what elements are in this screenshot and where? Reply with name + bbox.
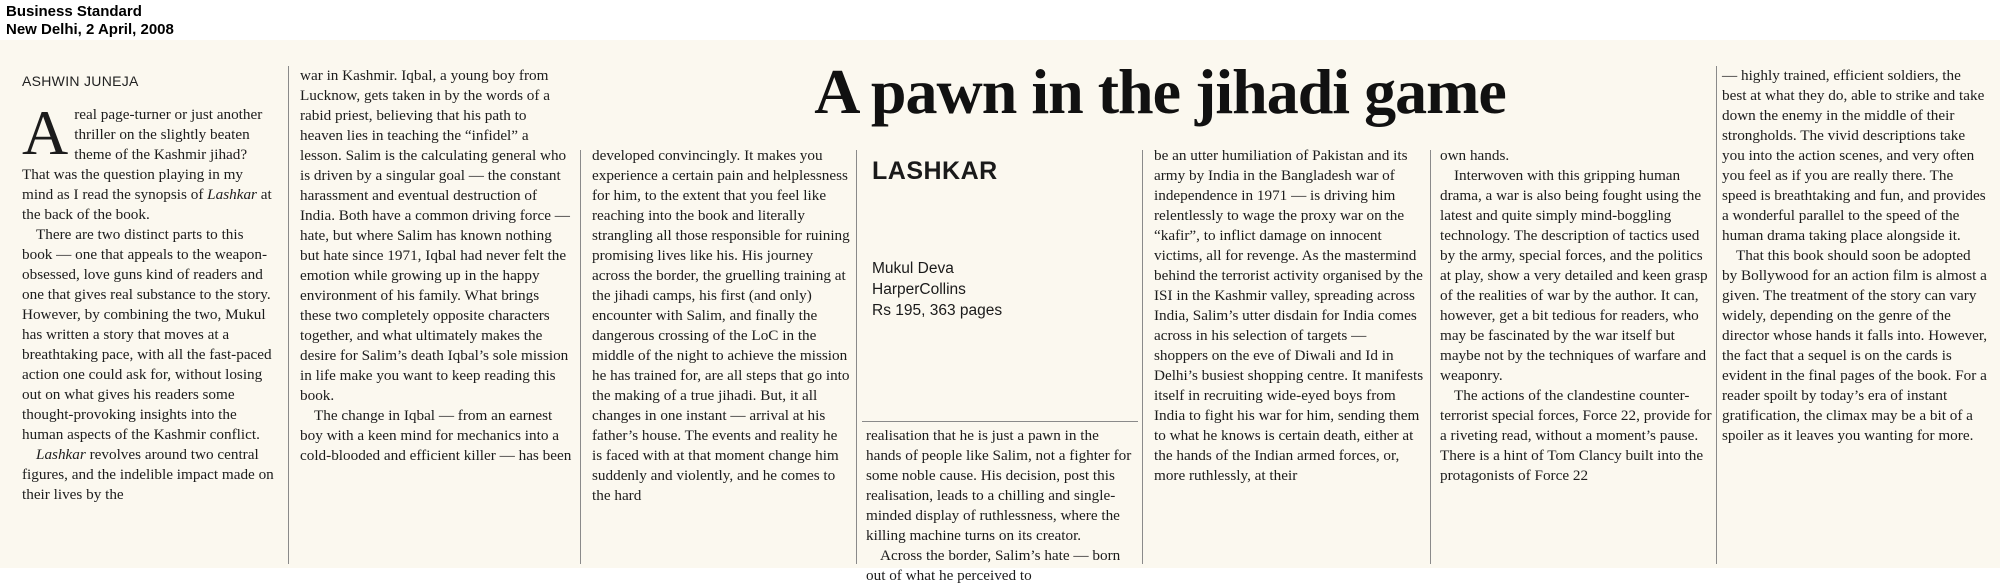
headline: A pawn in the jihadi game xyxy=(814,56,1506,127)
book-title-italic: Lashkar xyxy=(207,186,257,203)
column-rule xyxy=(1716,66,1717,564)
paragraph: war in Kashmir. Iqbal, a young boy from Lucknow, gets taken in by the words of a rabid priest, believing that his path to heaven lies in teaching the “infidel” a lesson. Salim is the calculating general who is driven by a singular goal — the constant harassment and eventual destruction of India. Both have a common driving force — hate, but where Salim has known nothing but hate since 1971, Iqbal had never felt the emotion while growing up in the happy environment of his family. What brings these two completely opposite characters together, and what ultimately makes the desire for Salim’s death Iqbal’s sole mission in life make you want to keep reading this book. xyxy=(300,67,570,404)
paragraph: be an utter humiliation of Pakistan and its army by India in the Bangladesh war of independence in 1971 — is driving him relentlessly to wage the proxy war on the “kafir”, to inflict damage on innocent victims, all for revenge. As the mastermind behind the terrorist activity organised by the ISI in the Kashmir valley, spreading across India, Salim’s utter disdain for India comes across in his selection of targets — shoppers on the eve of Diwali and Id in Delhi’s busiest shopping centre. It manifests itself in recruiting wide-eyed boys from India to fight his war for him, sending them to what he knows is certain death, either at the hands of the Indian armed forces, or, more ruthlessly, at their xyxy=(1154,147,1424,484)
article-column-2 xyxy=(300,66,572,564)
article-column-5 xyxy=(1154,146,1424,564)
book-price-pages: Rs 195, 363 pages xyxy=(872,302,1003,319)
byline: ASHWIN JUNEJA xyxy=(22,73,139,89)
article-column-1 xyxy=(22,97,277,563)
paragraph: The change in Iqbal — from an earnest boy with a keen mind for mechanics into a cold-blooded and efficient killer — has been xyxy=(300,407,572,464)
paragraph: Lashkar revolves around two central figures, and the indelible impact made on their lives by the xyxy=(22,446,274,503)
paragraph: Interwoven with this gripping human drama, a war is also being fought using the latest and quite simply mind-boggling technology. The description of tactics used by the army, special forces, and the politics at play, show a very detailed and keen grasp of the realities of war by the author. It can, however, get a bit tedious for readers, who may be fascinated by the war itself but maybe not by the techniques of warfare and weaponry. xyxy=(1440,167,1708,384)
article-column-4 xyxy=(866,426,1136,584)
book-title: LASHKAR xyxy=(872,157,998,185)
box-bottom-rule xyxy=(862,421,1138,422)
book-title-italic: Lashkar xyxy=(36,446,86,463)
book-author: Mukul Deva xyxy=(872,260,954,277)
column-rule xyxy=(288,66,289,564)
publication-name: Business Standard xyxy=(6,3,142,20)
column-rule xyxy=(1430,150,1431,564)
paragraph: — highly trained, efficient soldiers, the best at what they do, able to strike and take down the enemy in the middle of their strongholds. The vivid descriptions take you into the action scenes, and very often you feel as if you are really there. The speed is breathtaking and fun, and provides a wonderful parallel to the speed of the human drama taking place alongside it. xyxy=(1722,67,1986,244)
article-column-3 xyxy=(592,146,850,564)
publication-dateline: New Delhi, 2 April, 2008 xyxy=(6,21,174,38)
book-info-box xyxy=(858,145,1135,420)
article-column-6 xyxy=(1440,146,1712,564)
paragraph: That this book should soon be adopted by Bollywood for an action film is almost a given. The treatment of the story can vary widely, depending on the genre of the director whose hands it falls into. However, the fact that a sequel is on the cards is evident in the final pages of the book. For a reader spoilt by today’s era of instant gratification, the climax may be a bit of a spoiler as it leaves you wanting for more. xyxy=(1722,247,1988,444)
book-publisher: HarperCollins xyxy=(872,281,966,298)
column-rule xyxy=(856,150,857,564)
book-details xyxy=(872,258,1002,321)
paragraph: own hands. xyxy=(1440,147,1510,164)
paragraph: The actions of the clandestine counter-terrorist special forces, Force 22, provide for a riveting read, without a moment’s pause. There is a hint of Tom Clancy built into the protagonists of Force 22 xyxy=(1440,387,1712,484)
column-rule xyxy=(580,150,581,564)
publication-header xyxy=(6,3,174,39)
paragraph: developed convincingly. It makes you experience a certain pain and helplessness for him, to the extent that you feel like reaching into the book and literally strangling all those responsible for ruining promising lives like his. His journey across the border, the gruelling training at the jihadi camps, his first (and only) encounter with Salim, and finally the dangerous crossing of the LoC in the middle of the night to achieve the mission he has trained for, are all steps that go into the making of a true jihadi. But, it all changes in one instant — arrival at his father’s house. The events and reality he is faced with at that moment change him suddenly and violently, and he comes to the hard xyxy=(592,147,850,504)
drop-cap: A xyxy=(22,97,69,168)
article-column-7 xyxy=(1722,66,1988,564)
paragraph: There are two distinct parts to this book — one that appeals to the weapon-obsessed, love guns kind of readers and one that gives real substance to the story. However, by combining the two, Mukul has written a story that moves at a breathtaking pace, with all the fast-paced action one could ask for, without losing out on what gives his readers some thought-provoking insights into the human aspects of the Kashmir conflict. xyxy=(22,226,272,443)
paragraph: Areal page-turner or just another thriller on the slightly beaten theme of the Kashmir jihad? That was the question playing in my mind as I read the synopsis of Lashkar at the back of the book. xyxy=(22,97,272,223)
paragraph: realisation that he is just a pawn in the hands of people like Salim, not a fighter for some noble cause. His decision, post this realisation, leads to a chilling and single-minded display of ruthlessness, where the killing machine turns on its creator. xyxy=(866,427,1132,544)
paragraph: Across the border, Salim’s hate — born out of what he perceived to xyxy=(866,547,1121,584)
column-rule xyxy=(1142,150,1143,564)
